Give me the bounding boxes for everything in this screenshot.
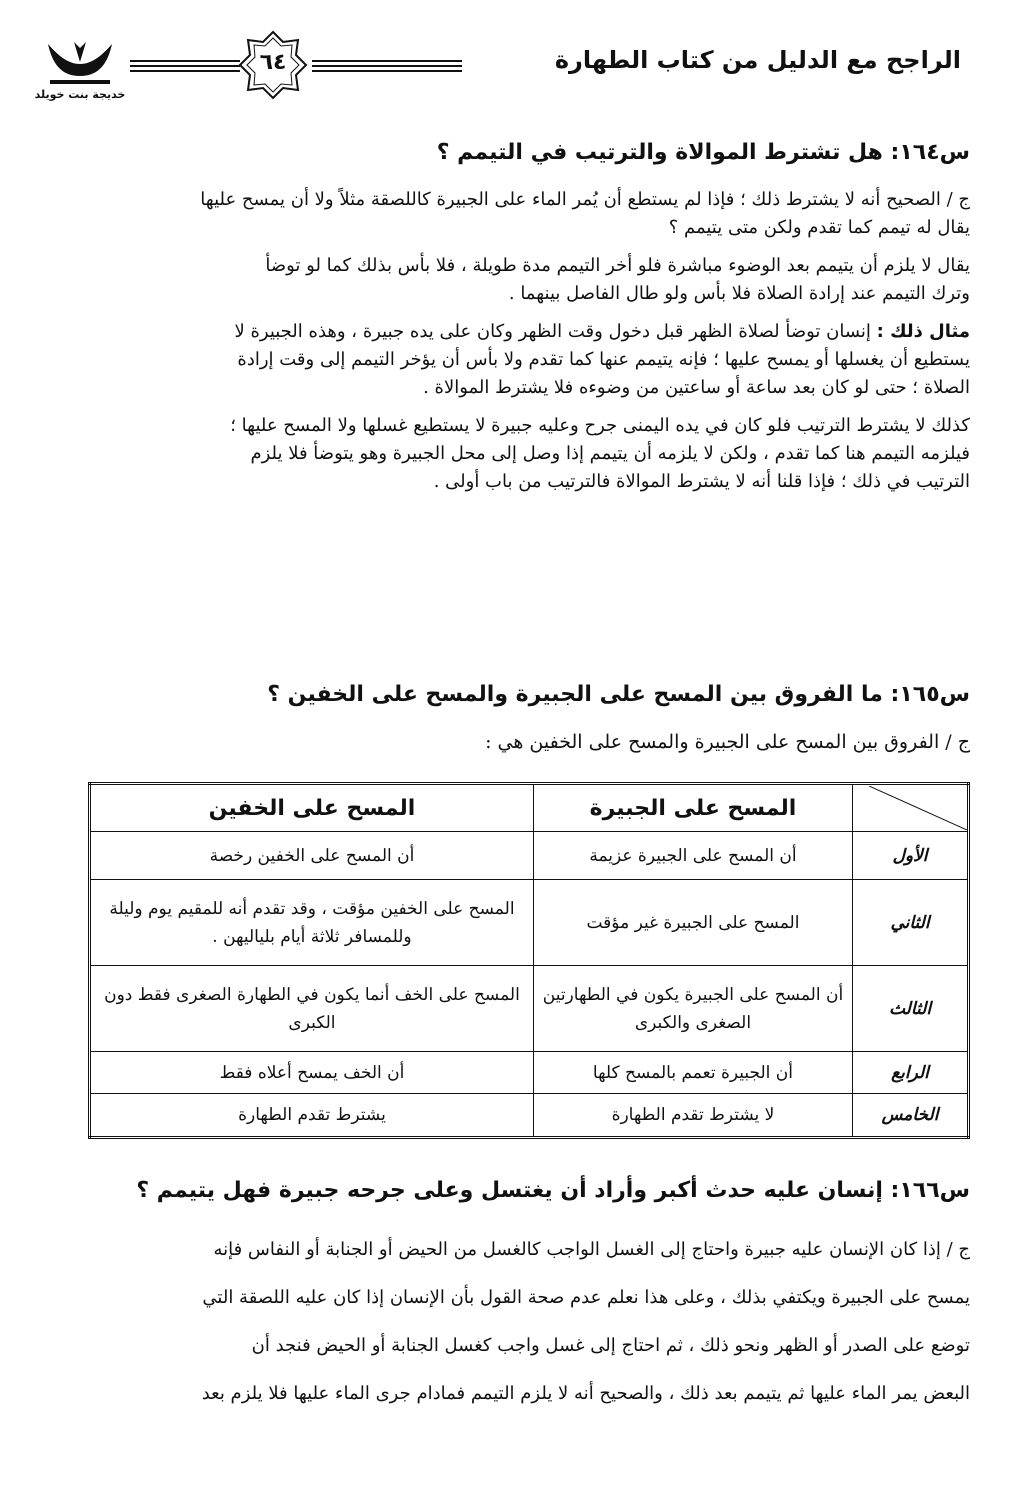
logo-emblem-icon — [30, 32, 130, 88]
cell-jabira: أن المسح على الجبيرة عزيمة — [533, 832, 852, 880]
page-header — [0, 22, 1027, 112]
question-164: س١٦٤: هل تشترط الموالاة والترتيب في التيمم ؟ — [436, 140, 970, 165]
answer-line: وترك التيمم عند إرادة الصلاة فلا بأس ولو طال الفاصل بينهما . — [508, 283, 970, 304]
answer-line: يقال له تيمم كما تقدم ولكن متى يتيمم ؟ — [668, 217, 970, 238]
row-ordinal: الخامس — [853, 1094, 969, 1138]
answer-165-intro: ج / الفروق بين المسح على الجبيرة والمسح على الخفين هي : — [485, 731, 970, 753]
cell-khuffain: المسح على الخف أنما يكون في الطهارة الصغرى فقط دون الكبرى — [90, 966, 534, 1052]
answer-164 — [70, 186, 970, 496]
answer-line: البعض يمر الماء عليها ثم يتيمم بعد ذلك ، والصحيح أنه لا يلزم التيمم فمادام جرى الماء عليها فلا يلزم بعد — [201, 1383, 970, 1404]
comparison-table — [88, 782, 970, 1139]
header-rule-left — [130, 60, 240, 74]
row-ordinal: الثالث — [853, 966, 969, 1052]
table-corner-cell — [853, 784, 969, 832]
tartib-line: كذلك لا يشترط الترتيب فلو كان في يده اليمنى جرح وعليه جبيرة لا يستطيع غسلها ولا المسح عليها ؛ — [230, 415, 970, 436]
cell-jabira: لا يشترط تقدم الطهارة — [533, 1094, 852, 1138]
question-165: س١٦٥: ما الفروق بين المسح على الجبيرة والمسح على الخفين ؟ — [267, 682, 970, 707]
answer-166 — [70, 1226, 970, 1418]
header-khuffain: المسح على الخفين — [90, 784, 534, 832]
header-jabira: المسح على الجبيرة — [533, 784, 852, 832]
question-166: س١٦٦: إنسان عليه حدث أكبر وأراد أن يغتسل وعلى جرحه جبيرة فهل يتيمم ؟ — [136, 1178, 970, 1203]
tartib-line: فيلزمه التيمم هنا كما تقدم ، ولكن لا يلزمه أن يتيمم إذا وصل إلى محل الجبيرة وهو يتوضأ فلا يلزم — [250, 443, 970, 464]
answer-line: ج / إذا كان الإنسان عليه جبيرة واحتاج إلى الغسل الواجب كالغسل من الحيض أو الجنابة أو النفاس فإنه — [213, 1239, 970, 1260]
answer-line: يقال لا يلزم أن يتيمم بعد الوضوء مباشرة فلو أخر التيمم مدة طويلة ، فلا بأس بذلك كما لو توضأ — [265, 255, 970, 276]
cell-khuffain: أن الخف يمسح أعلاه فقط — [90, 1052, 534, 1094]
example-line: الصلاة ؛ حتى لو كان بعد ساعة أو ساعتين من وضوءه فلا يشترط الموالاة . — [423, 377, 970, 398]
tartib-line: الترتيب في ذلك ؛ فإذا قلنا أنه لا يشترط الموالاة فالترتيب من باب أولى . — [433, 471, 970, 492]
table-row — [90, 832, 969, 880]
page-number-badge — [238, 30, 308, 100]
cell-jabira: المسح على الجبيرة غير مؤقت — [533, 880, 852, 966]
answer-line: توضع على الصدر أو الظهر ونحو ذلك ، ثم احتاج إلى غسل واجب كغسل الجنابة أو الحيض فنجد أن — [251, 1335, 970, 1356]
logo-text: خديجة بنت خويلد — [34, 88, 126, 101]
example-label: مثال ذلك : — [876, 321, 970, 342]
cell-jabira: أن المسح على الجبيرة يكون في الطهارتين الصغرى والكبرى — [533, 966, 852, 1052]
book-title: الراجح مع الدليل من كتاب الطهارة — [554, 46, 961, 74]
table-header-row — [90, 784, 969, 832]
cell-jabira: أن الجبيرة تعمم بالمسح كلها — [533, 1052, 852, 1094]
table-row — [90, 880, 969, 966]
row-ordinal: الأول — [853, 832, 969, 880]
row-ordinal: الرابع — [853, 1052, 969, 1094]
cell-khuffain: أن المسح على الخفين رخصة — [90, 832, 534, 880]
table-row — [90, 966, 969, 1052]
answer-line: ج / الصحيح أنه لا يشترط ذلك ؛ فإذا لم يستطع أن يُمر الماء على الجبيرة كاللصقة مثلاً ولا أن يمسح عليها — [200, 189, 970, 210]
table-row — [90, 1094, 969, 1138]
header-rule — [312, 60, 462, 74]
example-text: إنسان توضأ لصلاة الظهر قبل دخول وقت الظهر وكان على يده جبيرة ، وهذه الجبيرة لا — [234, 321, 871, 342]
example-line — [70, 318, 970, 346]
cell-khuffain: المسح على الخفين مؤقت ، وقد تقدم أنه للمقيم يوم وليلة وللمسافر ثلاثة أيام بلياليهن . — [90, 880, 534, 966]
table-row — [90, 1052, 969, 1094]
cell-khuffain: يشترط تقدم الطهارة — [90, 1094, 534, 1138]
row-ordinal: الثاني — [853, 880, 969, 966]
logo — [30, 32, 130, 112]
page-number: ٦٤ — [259, 50, 287, 75]
example-line: يستطيع أن يغسلها أو يمسح عليها ؛ فإنه يتيمم عنها كما تقدم ولا بأس أن يؤخر التيمم إلى وقت إرادة — [237, 349, 970, 370]
answer-line: يمسح على الجبيرة ويكتفي بذلك ، وعلى هذا نعلم عدم صحة القول بأن الإنسان إذا كان عليه اللصقة التي — [202, 1287, 970, 1308]
diagonal-line-icon — [869, 786, 967, 830]
